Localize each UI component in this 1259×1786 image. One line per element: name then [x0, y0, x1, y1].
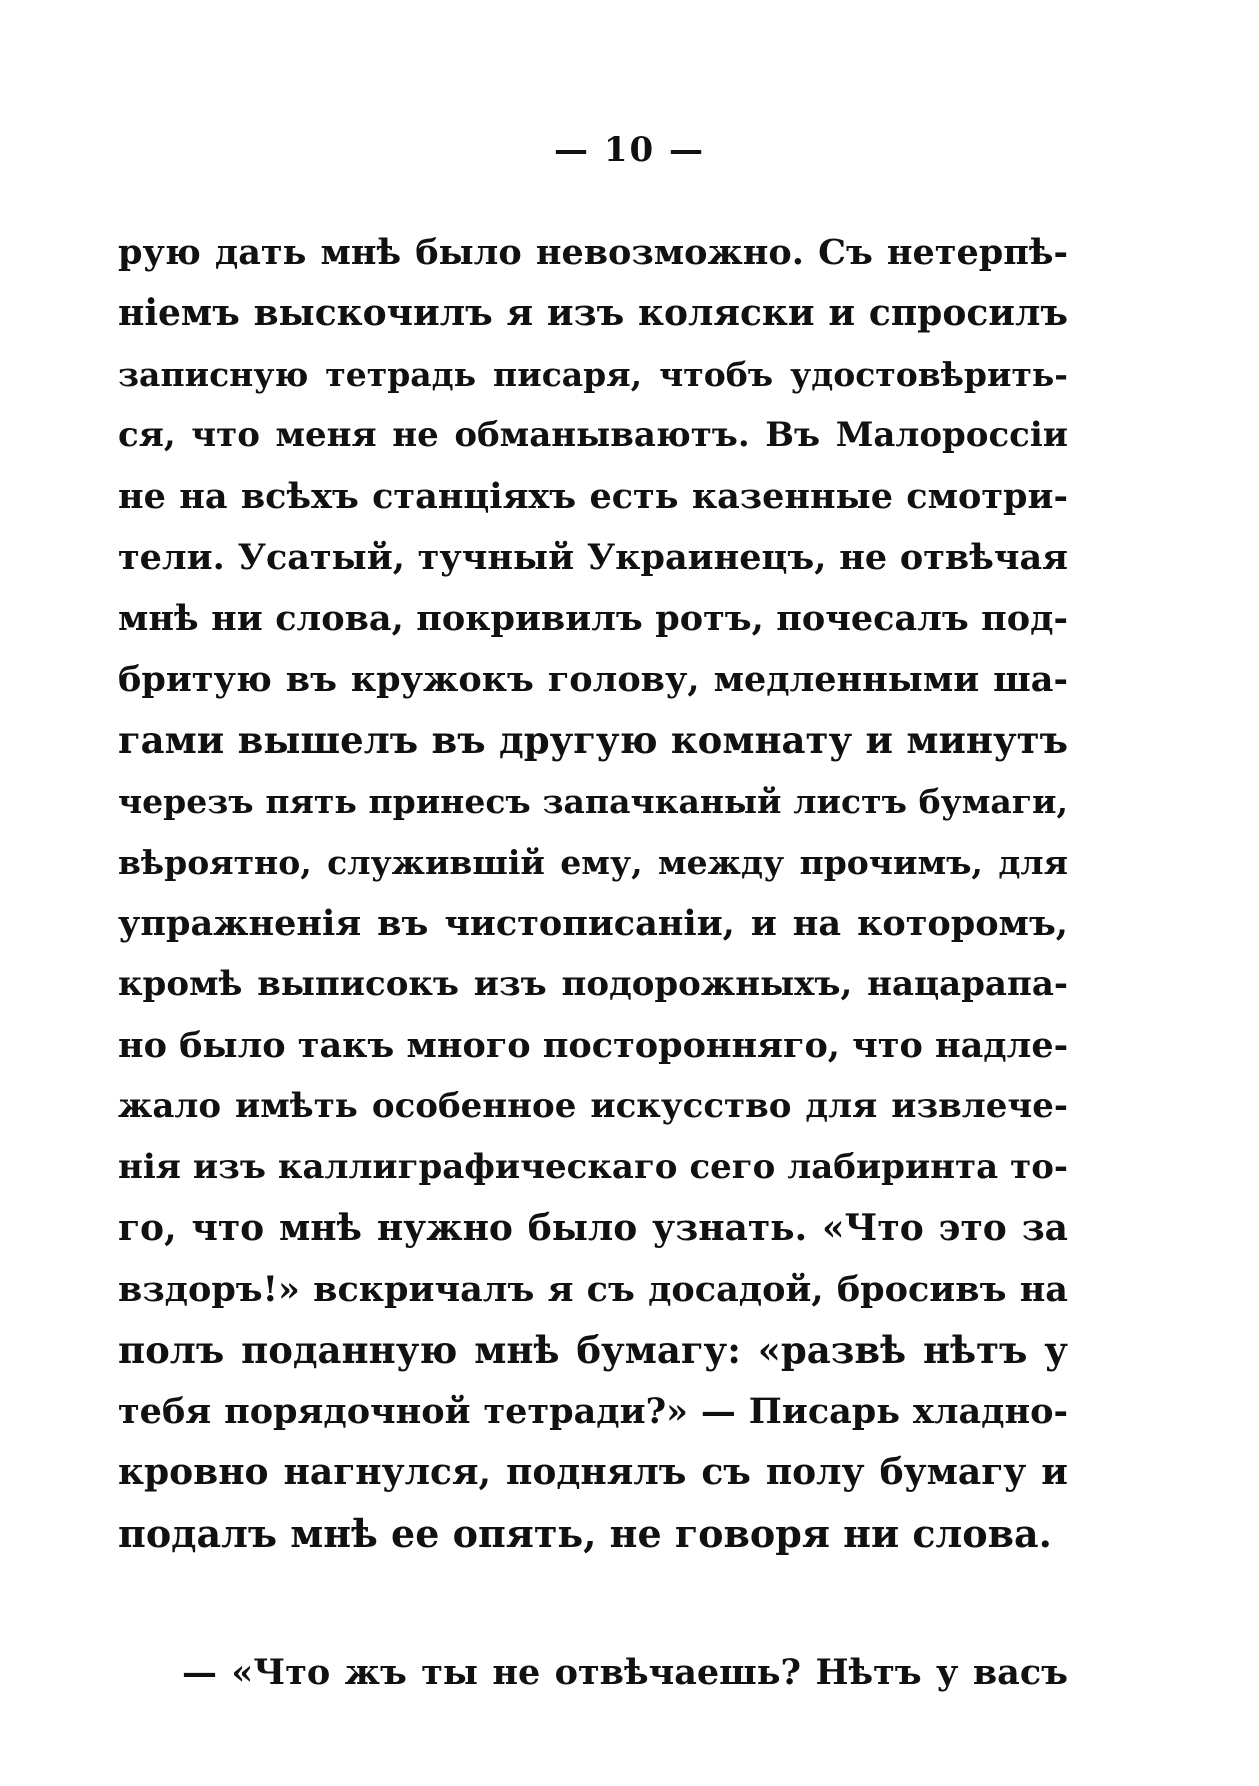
page-number: — 10 —: [554, 130, 705, 170]
text-line: черезъ пять принесъ запачканый листъ бумаги,: [118, 782, 1068, 821]
text-line: гами вышелъ въ другую комнату и минутъ: [118, 718, 1068, 762]
text-line: — «Что жъ ты не отвѣчаешь? Нѣтъ у васъ: [182, 1652, 1068, 1693]
text-line: ся, что меня не обманываютъ. Въ Малороссіи: [118, 415, 1068, 455]
text-line: жало имѣть особенное искусство для извлече-: [118, 1086, 1068, 1126]
paragraph-1: [118, 222, 1068, 1564]
text-line: бритую въ кружокъ голову, медленными ша-: [118, 659, 1068, 700]
text-line: подалъ мнѣ ее опять, не говоря ни слова.: [118, 1511, 1052, 1556]
text-line: ніемъ выскочилъ я изъ коляски и спросилъ: [118, 292, 1068, 334]
text-line: вздоръ!» вскричалъ я съ досадой, бросивъ на: [118, 1269, 1068, 1310]
text-line: полъ поданную мнѣ бумагу: «развѣ нѣтъ у: [118, 1328, 1068, 1372]
text-line: рую дать мнѣ было невозможно. Съ нетерпѣ-: [118, 232, 1068, 273]
paragraph-2: [118, 1642, 1068, 1703]
text-line: мнѣ ни слова, покривилъ ротъ, почесалъ под-: [118, 598, 1068, 639]
text-line: упражненія въ чистописаніи, и на которомъ,: [118, 903, 1068, 944]
text-line: тели. Усатый, тучный Украинецъ, не отвѣчая: [118, 537, 1068, 578]
text-line: вѣроятно, служившій ему, между прочимъ, для: [118, 843, 1068, 882]
text-line: кромѣ выписокъ изъ подорожныхъ, нацарапа-: [118, 964, 1068, 1004]
text-line: кровно нагнулся, поднялъ съ полу бумагу и: [118, 1451, 1068, 1493]
text-line: го, что мнѣ нужно было узнать. «Что это за: [118, 1207, 1068, 1249]
paragraph-gap: [118, 1564, 1068, 1642]
text-line: нія изъ каллиграфическаго сего лабиринта то-: [118, 1147, 1068, 1187]
text-line: тебя порядочной тетради?» — Писарь хладно-: [118, 1391, 1068, 1432]
text-line: записную тетрадь писаря, чтобъ удостовѣрить-: [118, 355, 1068, 394]
text-line: но было такъ много посторонняго, что надле-: [118, 1025, 1069, 1066]
body-text: [118, 222, 1068, 1703]
text-line: не на всѣхъ станціяхъ есть казенные смотри-: [118, 476, 1068, 517]
